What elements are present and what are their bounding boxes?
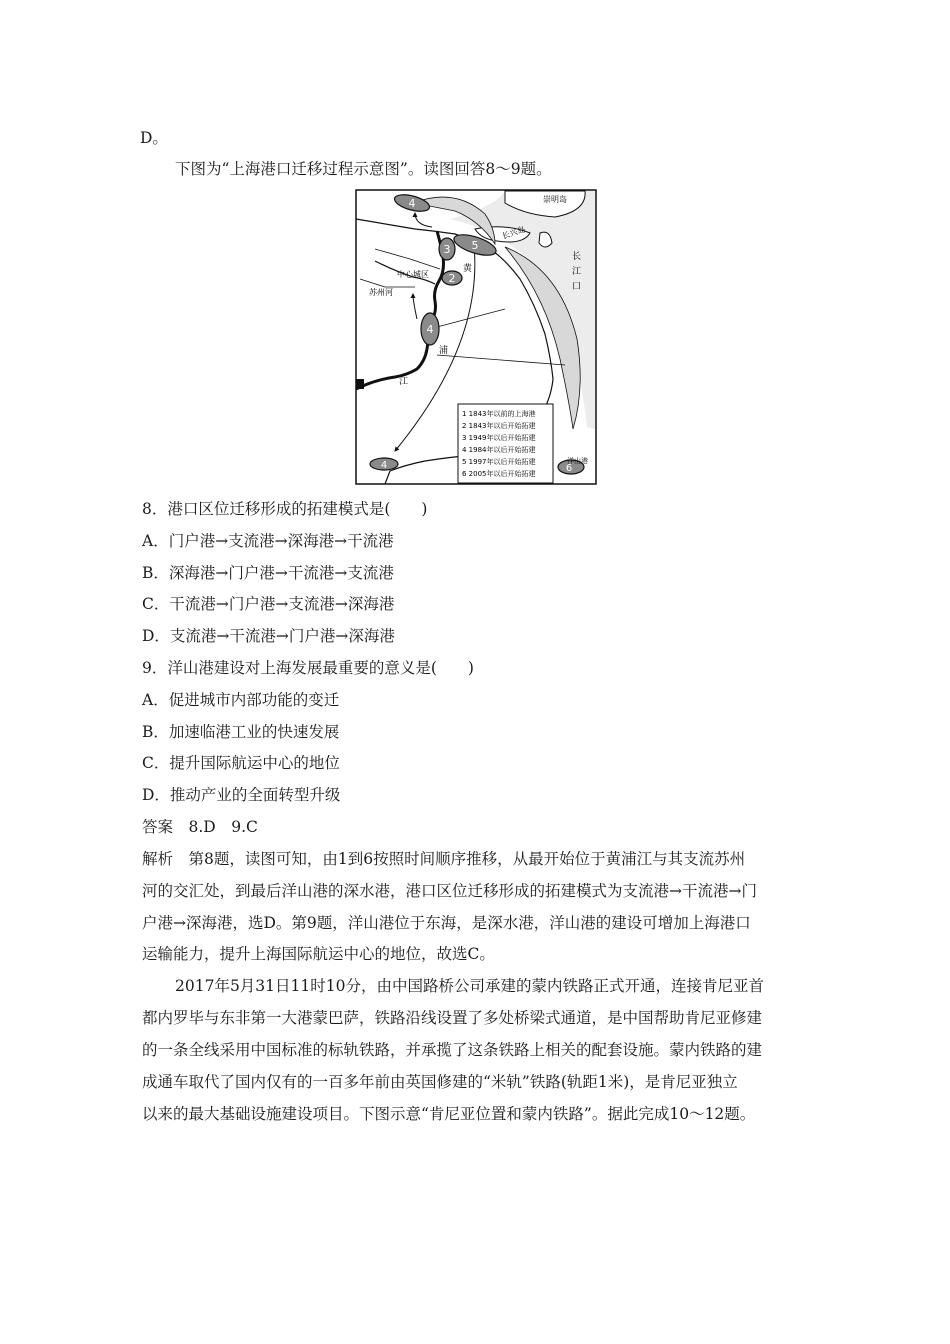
shanghai-port-map xyxy=(355,189,597,485)
legend-item: 3 1949年以后开始拓建 xyxy=(462,434,536,442)
port-number: 4 xyxy=(408,197,416,210)
port-number: 2 xyxy=(448,272,456,285)
port-number: 4 xyxy=(380,460,388,471)
q8-option-a: A．门户港→支流港→深海港→干流港 xyxy=(142,532,394,550)
lead-text: D。 xyxy=(140,129,168,147)
label-pu: 浦 xyxy=(439,346,449,356)
label-chongming: 崇明岛 xyxy=(543,195,567,204)
map-legend xyxy=(458,404,553,483)
port-number: 6 xyxy=(565,463,573,474)
passage-line: 的一条全线采用中国标准的标轨铁路，并承揽了这条铁路上相关的配套设施。蒙内铁路的建 xyxy=(142,1041,763,1059)
map-intro: 下图为“上海港口迁移过程示意图”。读图回答8～9题。 xyxy=(175,160,552,178)
q8-stem: 8．港口区位迁移形成的拓建模式是( ) xyxy=(142,500,428,518)
label-huang: 黄 xyxy=(463,264,473,274)
passage-line: 以来的最大基础设施建设项目。下图示意“肯尼亚位置和蒙内铁路”。据此完成10～12题。 xyxy=(142,1105,756,1123)
legend-item: 1 1843年以前的上海港 xyxy=(462,410,536,418)
label-estuary: 长江口 xyxy=(570,251,580,296)
q8-option-b: B．深海港→门户港→干流港→支流港 xyxy=(142,564,394,582)
port-number: 5 xyxy=(471,239,479,252)
label-changxing: 长兴岛 xyxy=(500,224,527,241)
analysis-line: 解析 第8题，读图可知，由1到6按照时间顺序推移，从最开始位于黄浦江与其支流苏州 xyxy=(142,850,746,868)
q8-option-d: D．支流港→干流港→门户港→深海港 xyxy=(142,627,395,645)
legend-item: 2 1843年以后开始拓建 xyxy=(462,422,536,430)
legend-item: 4 1984年以后开始拓建 xyxy=(462,446,536,454)
q9-option-d: D．推动产业的全面转型升级 xyxy=(142,786,341,804)
label-center: 中心城区 xyxy=(397,270,429,279)
q9-option-b: B．加速临港工业的快速发展 xyxy=(142,723,340,741)
analysis-line: 河的交汇处，到最后洋山港的深水港，港口区位迁移形成的拓建模式为支流港→干流港→门 xyxy=(142,882,757,900)
q8-option-c: C．干流港→门户港→支流港→深海港 xyxy=(142,595,395,613)
q9-option-a: A．促进城市内部功能的变迁 xyxy=(142,691,340,709)
q9-option-c: C．提升国际航运中心的地位 xyxy=(142,754,340,772)
label-jiang: 江 xyxy=(399,377,409,387)
analysis-line: 运输能力，提升上海国际航运中心的地位，故选C。 xyxy=(142,945,495,963)
passage-line: 2017年5月31日11时10分，由中国路桥公司承建的蒙内铁路正式开通，连接肯尼亚首 xyxy=(175,977,764,995)
passage-line: 都内罗毕与东非第一大港蒙巴萨，铁路沿线设置了多处桥梁式通道，是中国帮助肯尼亚修建 xyxy=(142,1009,763,1027)
q9-stem: 9．洋山港建设对上海发展最重要的意义是( ) xyxy=(142,659,474,677)
legend-item: 5 1997年以后开始拓建 xyxy=(462,458,536,466)
port-number: 4 xyxy=(426,323,434,336)
label-yangshan: 洋山港 xyxy=(567,457,588,465)
label-suzhou: 苏州河 xyxy=(369,288,393,297)
legend-item: 6 2005年以后开始拓建 xyxy=(462,470,536,478)
port-number: 3 xyxy=(443,243,451,256)
answer: 答案 8.D 9.C xyxy=(142,818,258,836)
passage-line: 成通车取代了国内仅有的一百多年前由英国修建的“米轨”铁路(轨距1米)，是肯尼亚独立 xyxy=(142,1073,738,1091)
analysis-line: 户港→深海港，选D。第9题，洋山港位于东海，是深水港，洋山港的建设可增加上海港口 xyxy=(142,914,751,932)
